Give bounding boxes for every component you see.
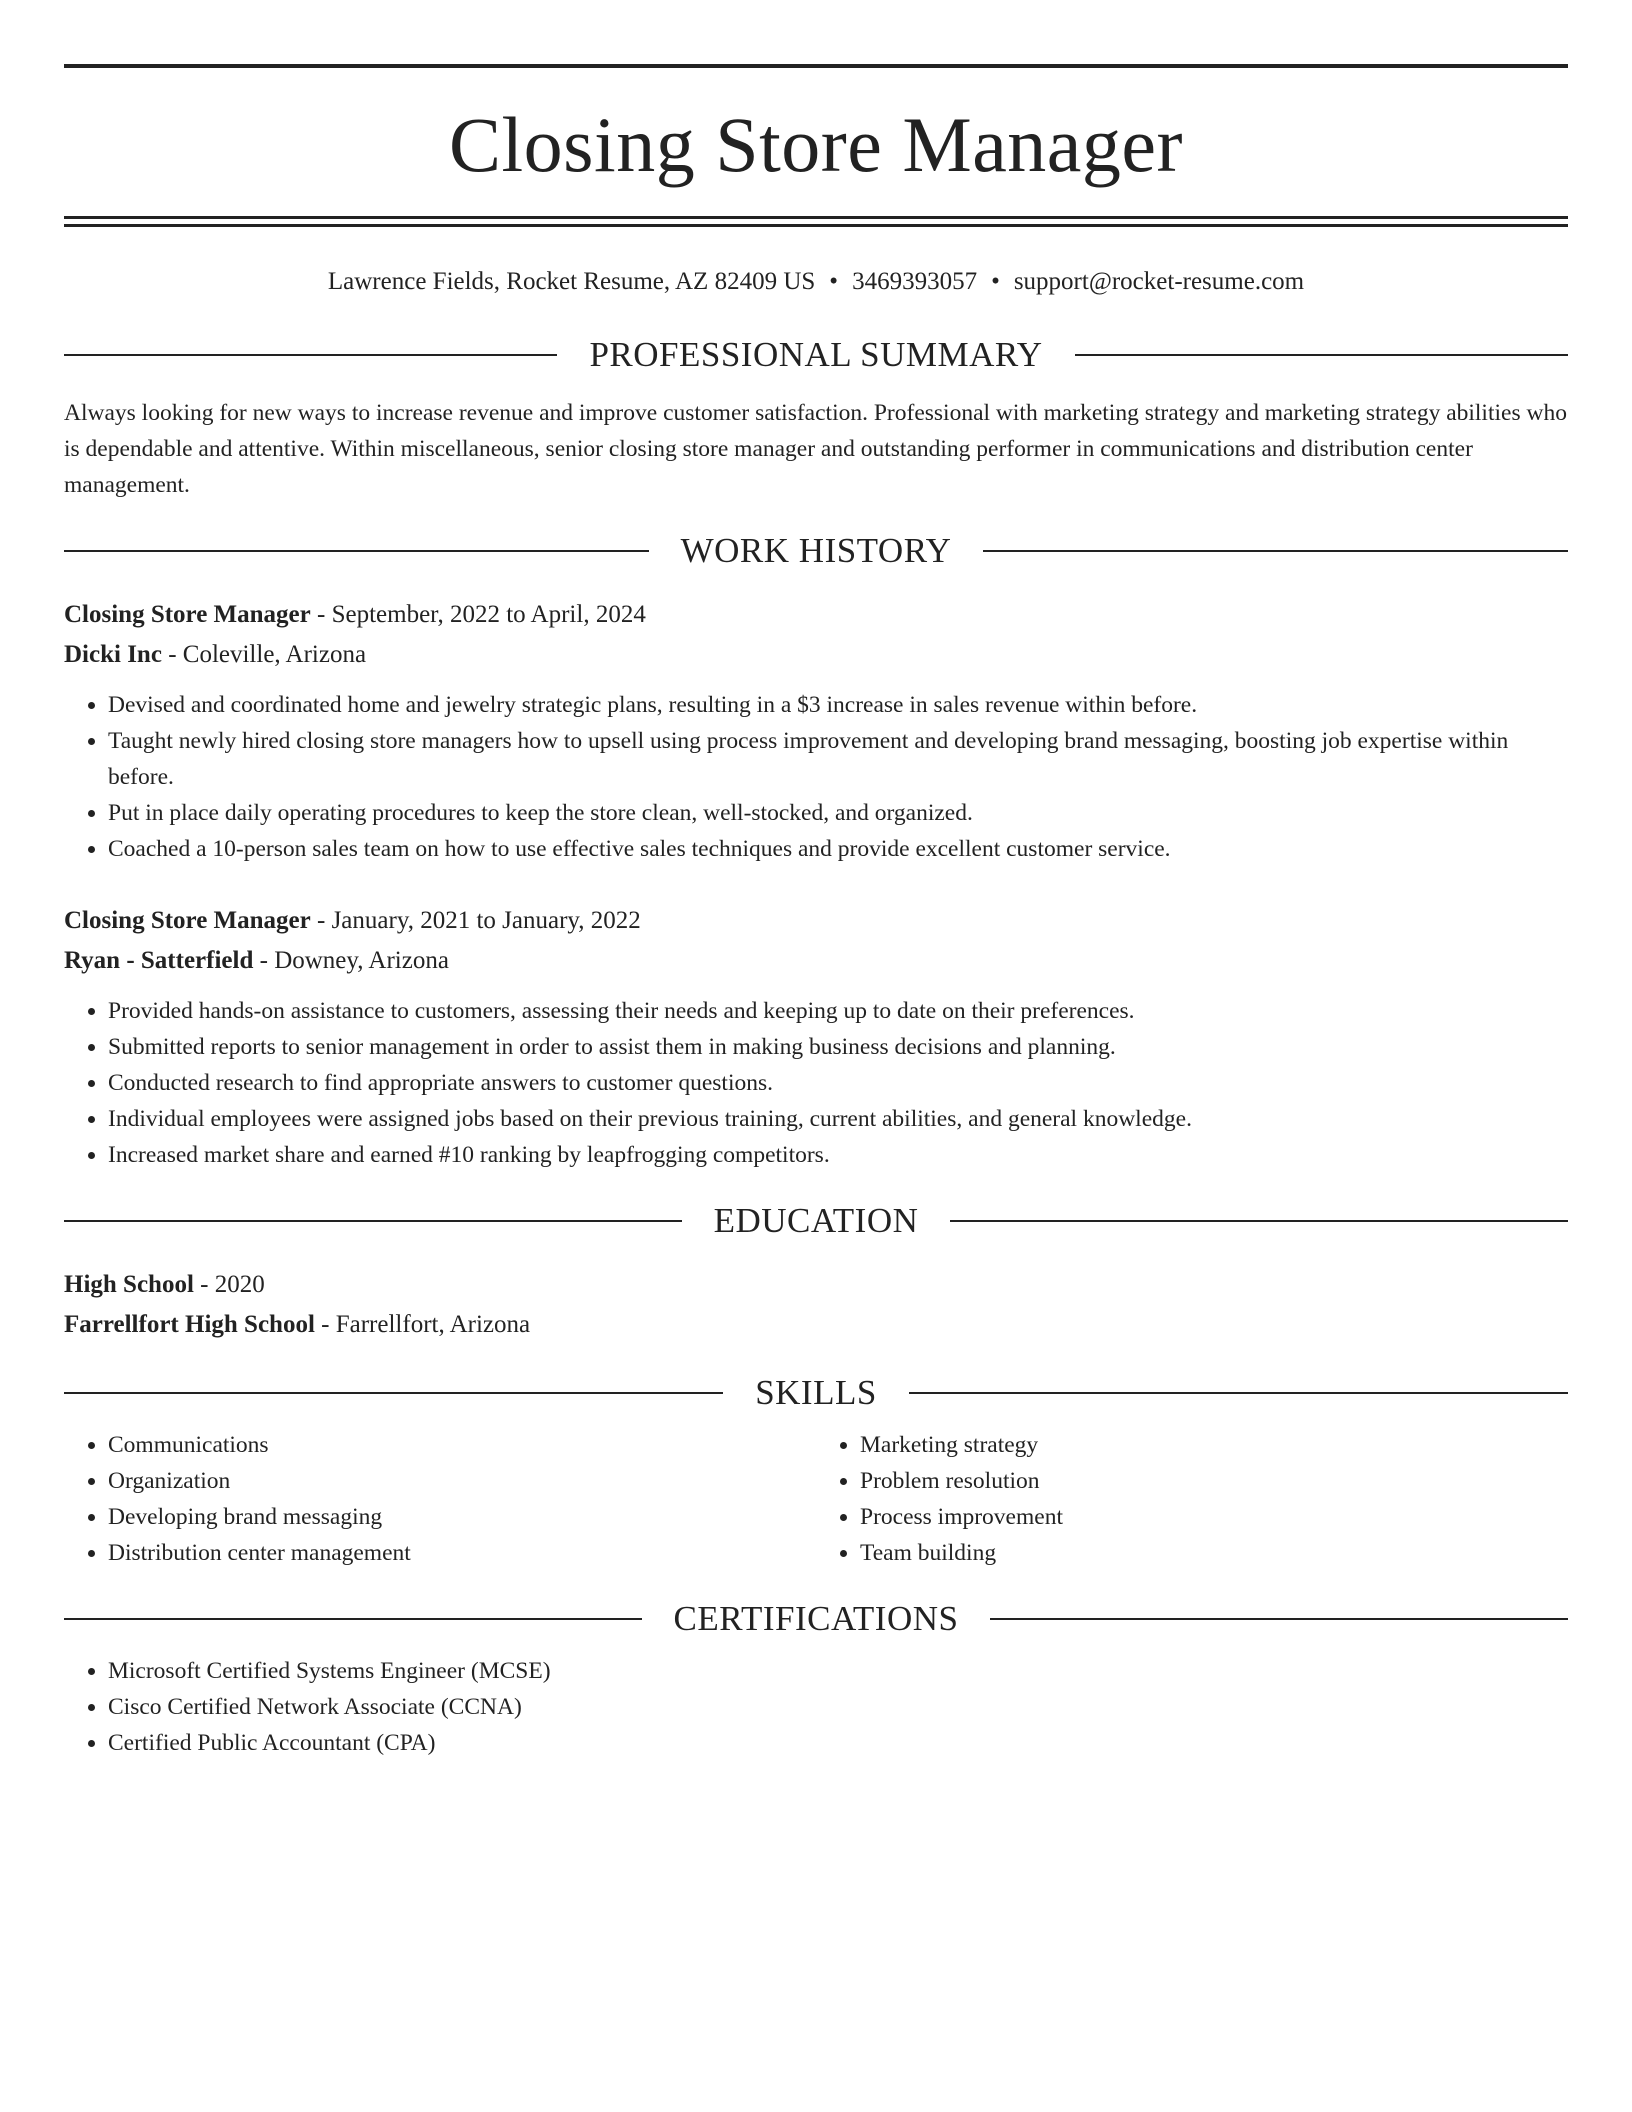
- resume-page: [64, 64, 1568, 1761]
- education-year: - 2020: [193, 1271, 265, 1298]
- heading-rule-right: [983, 550, 1568, 552]
- job-bullets: [64, 993, 1568, 1173]
- list-item: • Submitted reports to senior management in order to assist them in making business decisions and planning.: [108, 1029, 1568, 1065]
- job-title: Closing Store Manager: [64, 907, 311, 934]
- heading-rule-left: [64, 1618, 642, 1620]
- job-location: - Coleville, Arizona: [161, 641, 367, 668]
- list-item: • Put in place daily operating procedures to keep the store clean, well-stocked, and organized.: [108, 795, 1568, 831]
- skills-left-column: [64, 1427, 816, 1571]
- job-title-line: [64, 901, 1568, 941]
- list-item: • Process improvement: [860, 1499, 1568, 1535]
- list-item: • Conducted research to find appropriate answers to customer questions.: [108, 1065, 1568, 1101]
- heading-rule-left: [64, 354, 557, 356]
- contact-phone: 3469393057: [852, 268, 978, 295]
- list-item: • Microsoft Certified Systems Engineer (MCSE): [108, 1653, 1568, 1689]
- job-title-line: [64, 595, 1568, 635]
- job-dates: - September, 2022 to April, 2024: [310, 601, 646, 628]
- section-heading-label: WORK HISTORY: [680, 531, 952, 570]
- skills-columns: [64, 1427, 1568, 1571]
- section-heading-skills: [64, 1371, 1568, 1415]
- section-heading-certifications: [64, 1597, 1568, 1641]
- job-entry: [64, 595, 1568, 867]
- education-degree-line: [64, 1265, 1568, 1305]
- list-item: • Distribution center management: [108, 1535, 816, 1571]
- education-school-line: [64, 1305, 1568, 1345]
- list-item: • Taught newly hired closing store managers how to upsell using process improvement and developing brand messaging, boosting job expertise within before.: [108, 723, 1568, 795]
- list-item: • Coached a 10-person sales team on how to use effective sales techniques and provide excellent customer service.: [108, 831, 1568, 867]
- contact-email: support@rocket-resume.com: [1013, 268, 1305, 295]
- certifications-list: [64, 1653, 1568, 1761]
- list-item: • Developing brand messaging: [108, 1499, 816, 1535]
- section-heading-summary: [64, 333, 1568, 377]
- job-title: Closing Store Manager: [64, 601, 311, 628]
- list-item: • Communications: [108, 1427, 816, 1463]
- heading-rule-right: [950, 1220, 1568, 1222]
- section-heading-label: CERTIFICATIONS: [673, 1599, 959, 1638]
- job-bullets: [64, 687, 1568, 867]
- heading-rule-left: [64, 550, 649, 552]
- heading-rule-right: [1075, 354, 1568, 356]
- job-entry: [64, 901, 1568, 1173]
- contact-address: Lawrence Fields, Rocket Resume, AZ 82409 US: [327, 268, 816, 295]
- job-company: Ryan - Satterfield: [64, 947, 254, 974]
- list-item: • Team building: [860, 1535, 1568, 1571]
- list-item: • Organization: [108, 1463, 816, 1499]
- contact-separator: •: [829, 268, 839, 295]
- list-item: • Increased market share and earned #10 ranking by leapfrogging competitors.: [108, 1137, 1568, 1173]
- education-location: - Farrellfort, Arizona: [314, 1311, 531, 1338]
- contact-separator: •: [991, 268, 1000, 295]
- summary-text: Always looking for new ways to increase revenue and improve customer satisfaction. Professional with marketing strategy and marketing strategy abilities who is dependable and attentive. Within miscellaneous, senior closing store manager and outstanding performer in communications and distribution center management.: [64, 400, 1567, 498]
- list-item: • Cisco Certified Network Associate (CCNA): [108, 1689, 1568, 1725]
- education-degree: High School: [64, 1271, 194, 1298]
- heading-rule-right: [909, 1392, 1568, 1394]
- section-heading-label: PROFESSIONAL SUMMARY: [589, 335, 1043, 374]
- list-item: • Individual employees were assigned jobs based on their previous training, current abilities, and general knowledge.: [108, 1101, 1568, 1137]
- job-company-line: [64, 941, 1568, 981]
- section-heading-education: [64, 1199, 1568, 1243]
- contact-line: [64, 265, 1568, 299]
- heading-rule-right: [990, 1618, 1568, 1620]
- resume-title: Closing Store Manager: [448, 101, 1184, 188]
- top-rule: [64, 64, 1568, 68]
- section-heading-label: SKILLS: [755, 1373, 877, 1412]
- section-heading-work-history: [64, 529, 1568, 573]
- education-entry: [64, 1265, 1568, 1345]
- title-double-rule: [64, 216, 1568, 227]
- list-item: • Marketing strategy: [860, 1427, 1568, 1463]
- list-item: • Devised and coordinated home and jewelry strategic plans, resulting in a $3 increase in sales revenue within before.: [108, 687, 1568, 723]
- list-item: • Provided hands-on assistance to customers, assessing their needs and keeping up to date on their preferences.: [108, 993, 1568, 1029]
- education-school: Farrellfort High School: [64, 1311, 315, 1338]
- job-dates: - January, 2021 to January, 2022: [310, 907, 641, 934]
- heading-rule-left: [64, 1392, 723, 1394]
- list-item: • Problem resolution: [860, 1463, 1568, 1499]
- list-item: • Certified Public Accountant (CPA): [108, 1725, 1568, 1761]
- heading-rule-left: [64, 1220, 682, 1222]
- job-location: - Downey, Arizona: [253, 947, 449, 974]
- job-company-line: [64, 635, 1568, 675]
- section-heading-label: EDUCATION: [713, 1201, 919, 1240]
- job-company: Dicki Inc: [64, 641, 162, 668]
- skills-right-column: [816, 1427, 1568, 1571]
